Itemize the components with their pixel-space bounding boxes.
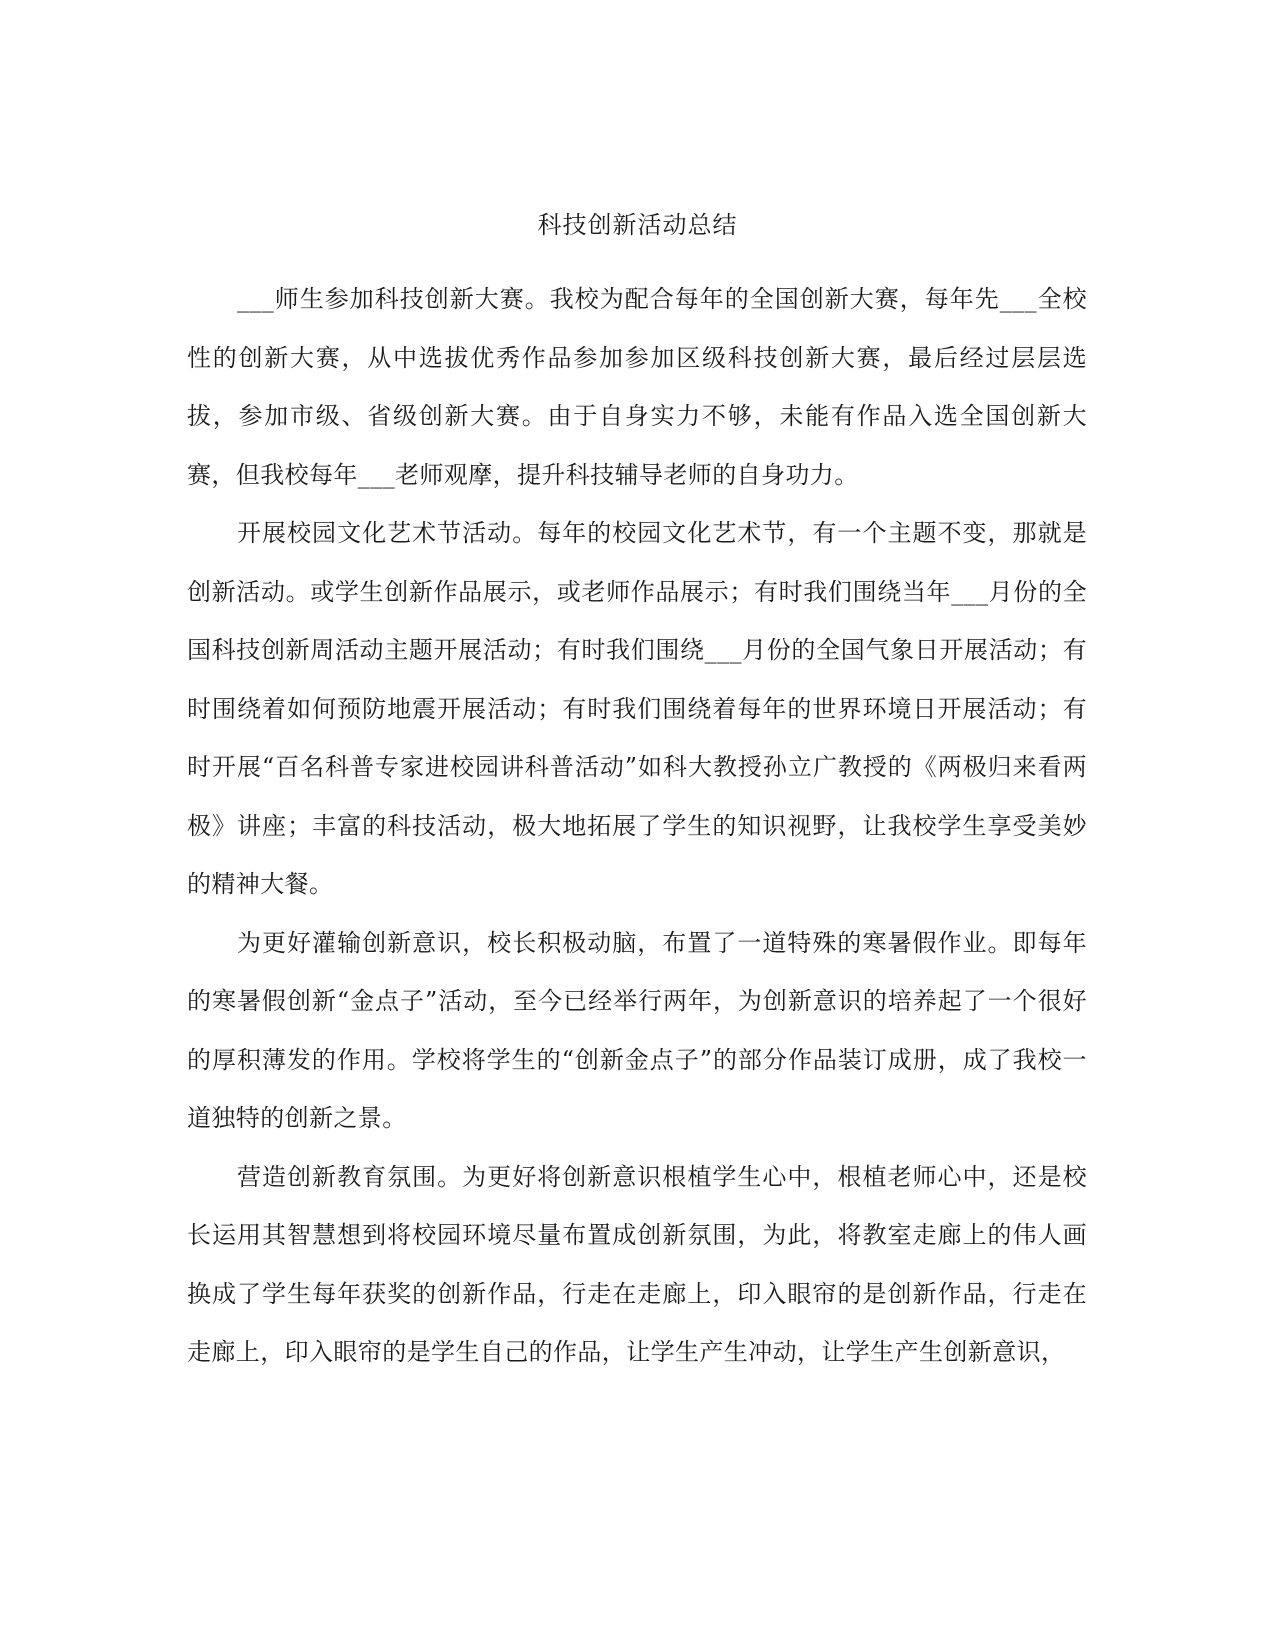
document-title: 科技创新活动总结: [537, 211, 738, 239]
paragraph-4: 营造创新教育氛围。为更好将创新意识根植学生心中，根植老师心中，还是校长运用其智慧想到将校园环境尽量布置成创新氛围，为此，将教室走廊上的伟人画换成了学生每年获奖的创新作品，行走在走廊上，印入眼帘的是创新作品，行走在走廊上，印入眼帘的是学生自己的作品，让学生产生冲动，让学生产生创新意识，: [187, 1162, 1087, 1366]
paragraph-1: ___师生参加科技创新大赛。我校为配合每年的全国创新大赛，每年先___全校性的创新大赛，从中选拔优秀作品参加参加区级科技创新大赛，最后经过层层选拔，参加市级、省级创新大赛。由于自身实力不够，未能有作品入选全国创新大赛，但我校每年___老师观摩，提升科技辅导老师的自身功力。: [187, 285, 1087, 489]
document-body: [187, 270, 1087, 1382]
paragraph-2: 开展校园文化艺术节活动。每年的校园文化艺术节，有一个主题不变，那就是创新活动。或学生创新作品展示，或老师作品展示；有时我们围绕当年___月份的全国科技创新周活动主题开展活动；有时我们围绕___月份的全国气象日开展活动；有时围绕着如何预防地震开展活动；有时我们围绕着每年的世界环境日开展活动；有时开展“百名科普专家进校园讲科普活动”如科大教授孙立广教授的《两极归来看两极》讲座；丰富的科技活动，极大地拓展了学生的知识视野，让我校学生享受美妙的精神大餐。: [187, 519, 1087, 898]
paragraph-3: 为更好灌输创新意识，校长积极动脑，布置了一道特殊的寒暑假作业。即每年的寒暑假创新“金点子”活动，至今已经举行两年，为创新意识的培养起了一个很好的厚积薄发的作用。学校将学生的“创新金点子”的部分作品装订成册，成了我校一道独特的创新之景。: [187, 928, 1087, 1132]
